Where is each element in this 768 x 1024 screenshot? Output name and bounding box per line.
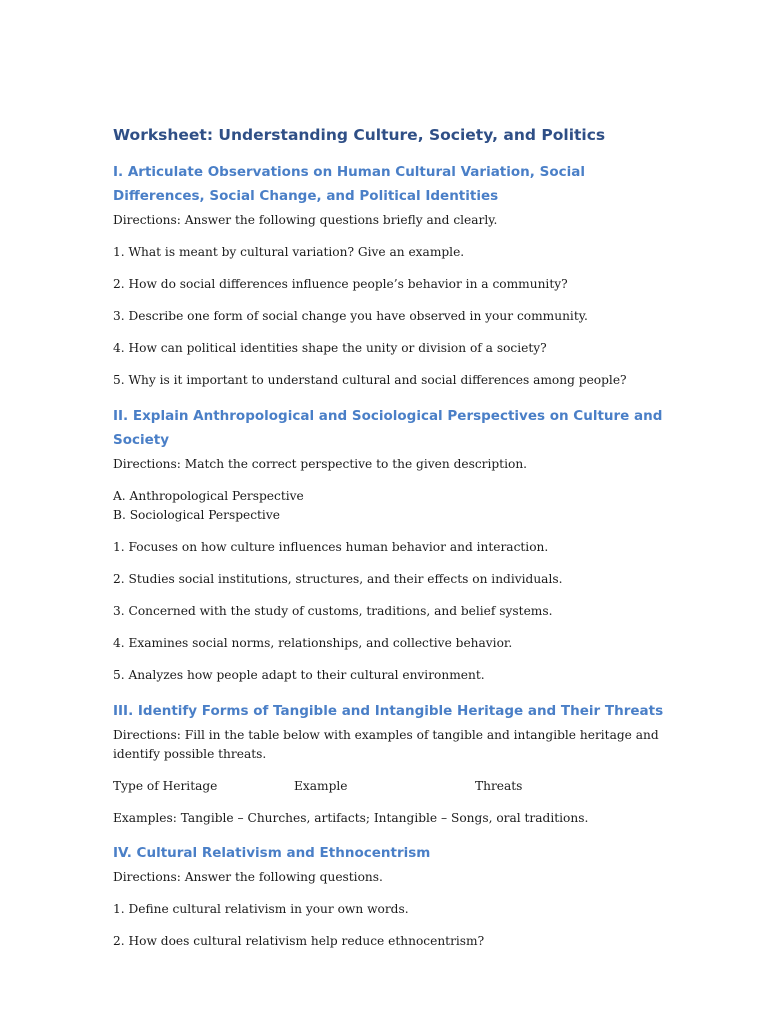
section-4 [113, 841, 673, 951]
table-header-type: Type of Heritage [113, 779, 218, 793]
section-1-question-3: 3. Describe one form of social change you have observed in your community. [113, 309, 588, 323]
section-2-question-3: 3. Concerned with the study of customs, traditions, and belief systems. [113, 604, 553, 618]
section-1-question-5: 5. Why is it important to understand cultural and social differences among people? [113, 373, 627, 387]
section-4-heading: IV. Cultural Relativism and Ethnocentrism [113, 845, 431, 861]
section-2-question-4: 4. Examines social norms, relationships, and collective behavior. [113, 636, 513, 650]
section-1-question-2: 2. How do social differences influence people’s behavior in a community? [113, 277, 568, 291]
table-header-example: Example [294, 779, 348, 793]
section-2-directions: Directions: Match the correct perspective to the given description. [113, 457, 528, 471]
section-1-question-1: 1. What is meant by cultural variation? Give an example. [113, 245, 465, 259]
option-b: B. Sociological Perspective [113, 508, 280, 522]
section-3-directions: Directions: Fill in the table below with examples of tangible and intangible heritage and identify possible threats. [113, 728, 659, 761]
document-content [113, 124, 673, 964]
section-3-heading: III. Identify Forms of Tangible and Intangible Heritage and Their Threats [113, 703, 664, 719]
table-header-threats: Threats [475, 779, 523, 793]
section-1 [113, 160, 673, 390]
section-4-question-1: 1. Define cultural relativism in your own words. [113, 902, 409, 916]
section-2-options [113, 487, 673, 525]
section-3-examples: Examples: Tangible – Churches, artifacts; Intangible – Songs, oral traditions. [113, 811, 589, 825]
section-1-question-4: 4. How can political identities shape the unity or division of a society? [113, 341, 547, 355]
section-2-question-1: 1. Focuses on how culture influences human behavior and interaction. [113, 540, 549, 554]
section-2-heading: II. Explain Anthropological and Sociological Perspectives on Culture and Society [113, 408, 663, 448]
document-title: Worksheet: Understanding Culture, Society, and Politics [113, 126, 606, 144]
section-1-directions: Directions: Answer the following questions briefly and clearly. [113, 213, 498, 227]
section-3 [113, 699, 673, 828]
section-2-question-2: 2. Studies social institutions, structures, and their effects on individuals. [113, 572, 563, 586]
section-2-question-5: 5. Analyzes how people adapt to their cultural environment. [113, 668, 485, 682]
heritage-table-header [113, 777, 673, 796]
section-1-heading: I. Articulate Observations on Human Cultural Variation, Social Differences, Social Change, and Political Identities [113, 164, 585, 204]
option-a: A. Anthropological Perspective [113, 489, 304, 503]
section-4-question-2: 2. How does cultural relativism help reduce ethnocentrism? [113, 934, 485, 948]
section-2 [113, 404, 673, 685]
section-4-directions: Directions: Answer the following questions. [113, 870, 383, 884]
